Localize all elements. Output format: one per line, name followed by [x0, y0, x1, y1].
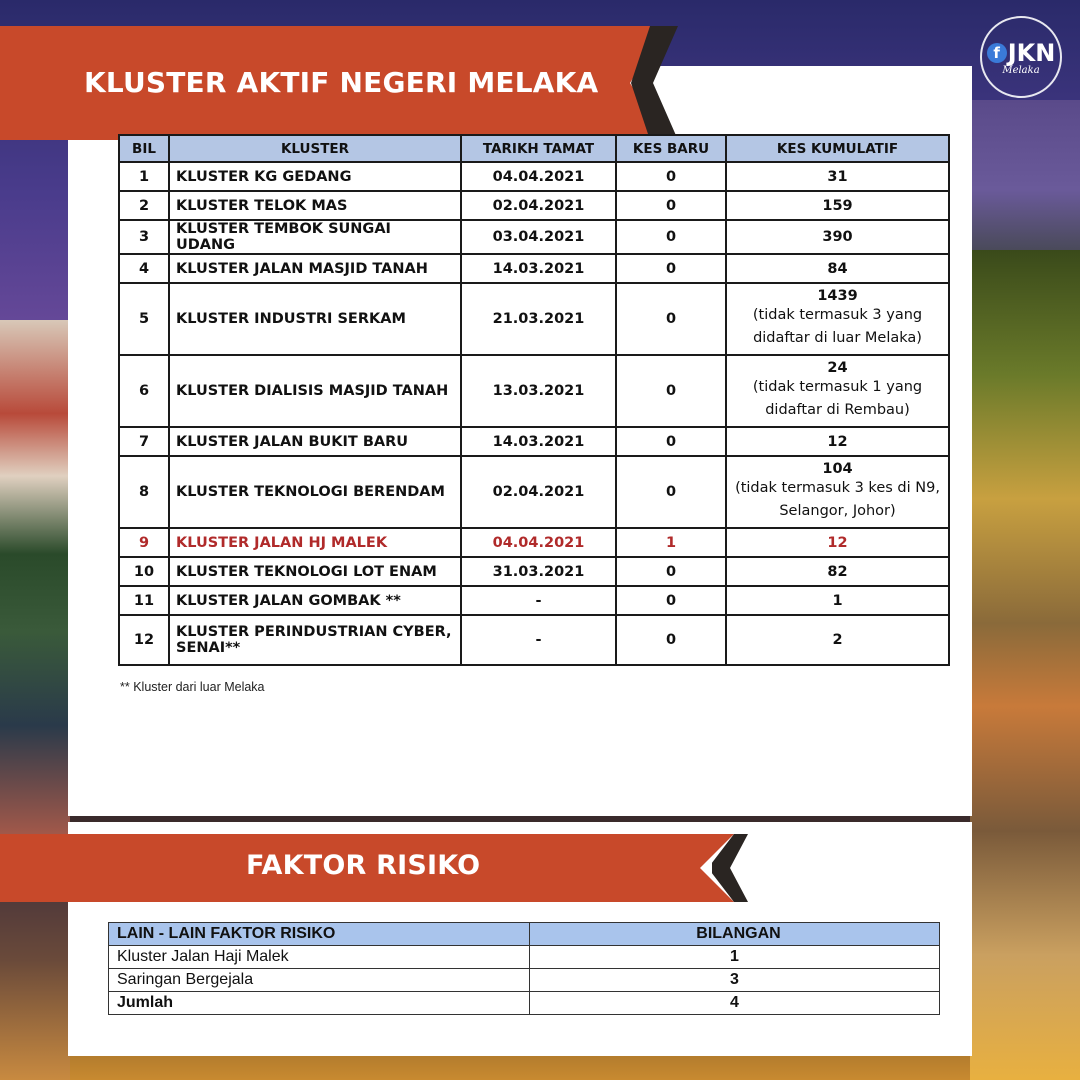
cell-kes-kumulatif [726, 355, 949, 427]
cell-faktor: Kluster Jalan Haji Malek [109, 946, 530, 969]
cell-kes-baru: 0 [616, 283, 726, 355]
cell-kes-kumulatif [726, 427, 949, 456]
risk-section-title: FAKTOR RISIKO [246, 850, 481, 881]
table-row [119, 254, 949, 283]
cell-bil: 9 [119, 528, 169, 557]
cell-tarikh-tamat: 21.03.2021 [461, 283, 616, 355]
column-header-tarikh: TARIKH TAMAT [461, 135, 616, 162]
cell-bil: 1 [119, 162, 169, 191]
cell-bilangan: 1 [530, 946, 940, 969]
cell-kluster: KLUSTER TELOK MAS [169, 191, 461, 220]
cell-bil: 4 [119, 254, 169, 283]
cell-bil: 8 [119, 456, 169, 528]
background-building [0, 320, 70, 840]
logo-text: JKN [1007, 38, 1056, 67]
cell-bilangan: 3 [530, 969, 940, 992]
cell-faktor: Saringan Bergejala [109, 969, 530, 992]
table-header-row [109, 923, 940, 946]
cell-bil: 12 [119, 615, 169, 665]
cell-tarikh-tamat: - [461, 615, 616, 665]
table-row [119, 283, 949, 355]
table-row [119, 191, 949, 220]
cell-kes-kumulatif [726, 615, 949, 665]
cell-total-value: 4 [530, 992, 940, 1015]
logo-subtitle: Melaka [1002, 64, 1040, 76]
facebook-icon: f [987, 43, 1007, 63]
column-header-kluster: KLUSTER [169, 135, 461, 162]
column-header-faktor: LAIN - LAIN FAKTOR RISIKO [109, 923, 530, 946]
kumulatif-value: 104 [822, 461, 853, 477]
cell-kluster: KLUSTER PERINDUSTRIAN CYBER, SENAI** [169, 615, 461, 665]
kumulatif-value: 84 [827, 260, 848, 277]
kumulatif-value: 390 [822, 229, 853, 245]
total-row [109, 992, 940, 1015]
cell-kes-baru: 0 [616, 615, 726, 665]
table-footnote: ** Kluster dari luar Melaka [120, 680, 265, 694]
cell-kes-kumulatif [726, 220, 949, 254]
cell-kes-baru: 0 [616, 254, 726, 283]
table-row [119, 456, 949, 528]
column-header-kes-kumulatif: KES KUMULATIF [726, 135, 949, 162]
cell-bil: 2 [119, 191, 169, 220]
cell-bil: 3 [119, 220, 169, 254]
cell-bil: 10 [119, 557, 169, 586]
kumulatif-value: 31 [827, 168, 848, 185]
cell-kluster: KLUSTER JALAN MASJID TANAH [169, 254, 461, 283]
page-title: KLUSTER AKTIF NEGERI MELAKA [84, 66, 599, 99]
cell-kes-kumulatif [726, 283, 949, 355]
table-row [119, 615, 949, 665]
cell-tarikh-tamat: 03.04.2021 [461, 220, 616, 254]
cell-kluster: KLUSTER JALAN GOMBAK ** [169, 586, 461, 615]
table-row [119, 162, 949, 191]
kumulatif-value: 12 [827, 433, 848, 450]
cell-bil: 11 [119, 586, 169, 615]
cell-kluster: KLUSTER DIALISIS MASJID TANAH [169, 355, 461, 427]
column-header-bilangan: BILANGAN [530, 923, 940, 946]
table-row [109, 946, 940, 969]
cell-kluster: KLUSTER TEKNOLOGI LOT ENAM [169, 557, 461, 586]
cell-tarikh-tamat: 14.03.2021 [461, 254, 616, 283]
cell-kluster: KLUSTER JALAN BUKIT BARU [169, 427, 461, 456]
cell-bil: 6 [119, 355, 169, 427]
table-row [119, 427, 949, 456]
cell-kes-baru: 0 [616, 456, 726, 528]
kumulatif-value: 159 [822, 197, 853, 214]
cell-kes-kumulatif [726, 254, 949, 283]
cell-tarikh-tamat: 13.03.2021 [461, 355, 616, 427]
kumulatif-value: 82 [827, 563, 848, 580]
table-row [119, 586, 949, 615]
cell-kes-baru: 0 [616, 557, 726, 586]
cell-kes-kumulatif [726, 557, 949, 586]
background-riverside [970, 250, 1080, 1080]
cell-kes-baru: 0 [616, 427, 726, 456]
cell-kes-baru: 0 [616, 191, 726, 220]
jkn-logo [980, 16, 1062, 98]
cell-kes-baru: 0 [616, 586, 726, 615]
cell-tarikh-tamat: 04.04.2021 [461, 528, 616, 557]
cell-kes-baru: 0 [616, 162, 726, 191]
cell-bil: 5 [119, 283, 169, 355]
column-header-kes-baru: KES BARU [616, 135, 726, 162]
cell-total-label: Jumlah [109, 992, 530, 1015]
table-row [119, 557, 949, 586]
cell-kes-kumulatif [726, 528, 949, 557]
cell-kluster: KLUSTER TEMBOK SUNGAI UDANG [169, 220, 461, 254]
kumulatif-note: (tidak termasuk 3 kes di N9, Selangor, Johor) [735, 480, 940, 519]
cell-kes-kumulatif [726, 586, 949, 615]
cell-kes-baru: 0 [616, 355, 726, 427]
cell-kes-kumulatif [726, 191, 949, 220]
cell-kes-baru: 0 [616, 220, 726, 254]
cell-kluster: KLUSTER TEKNOLOGI BERENDAM [169, 456, 461, 528]
kumulatif-value: 1439 [817, 288, 858, 304]
table-row [119, 528, 949, 557]
cell-kluster: KLUSTER KG GEDANG [169, 162, 461, 191]
table-header-row [119, 135, 949, 162]
cell-kluster: KLUSTER INDUSTRI SERKAM [169, 283, 461, 355]
table-row [119, 220, 949, 254]
cell-tarikh-tamat: 02.04.2021 [461, 191, 616, 220]
table-row [119, 355, 949, 427]
cell-tarikh-tamat: 04.04.2021 [461, 162, 616, 191]
cluster-table [118, 134, 950, 666]
column-header-bil: BIL [119, 135, 169, 162]
cell-kes-kumulatif [726, 162, 949, 191]
risk-factor-table [108, 922, 940, 1015]
logo-mark [987, 39, 1056, 67]
kumulatif-note: (tidak termasuk 1 yang didaftar di Rembau) [752, 379, 923, 418]
cell-kes-kumulatif [726, 456, 949, 528]
cell-tarikh-tamat: 31.03.2021 [461, 557, 616, 586]
cell-tarikh-tamat: 02.04.2021 [461, 456, 616, 528]
cell-tarikh-tamat: - [461, 586, 616, 615]
cell-kes-baru: 1 [616, 528, 726, 557]
kumulatif-note: (tidak termasuk 3 yang didaftar di luar Melaka) [752, 307, 923, 346]
kumulatif-value: 1 [832, 592, 843, 609]
table-row [109, 969, 940, 992]
kumulatif-value: 24 [827, 360, 848, 376]
kumulatif-value: 2 [832, 632, 843, 648]
background-sky [970, 100, 1080, 250]
cell-tarikh-tamat: 14.03.2021 [461, 427, 616, 456]
kumulatif-value: 12 [827, 534, 848, 551]
cell-kluster: KLUSTER JALAN HJ MALEK [169, 528, 461, 557]
cell-bil: 7 [119, 427, 169, 456]
